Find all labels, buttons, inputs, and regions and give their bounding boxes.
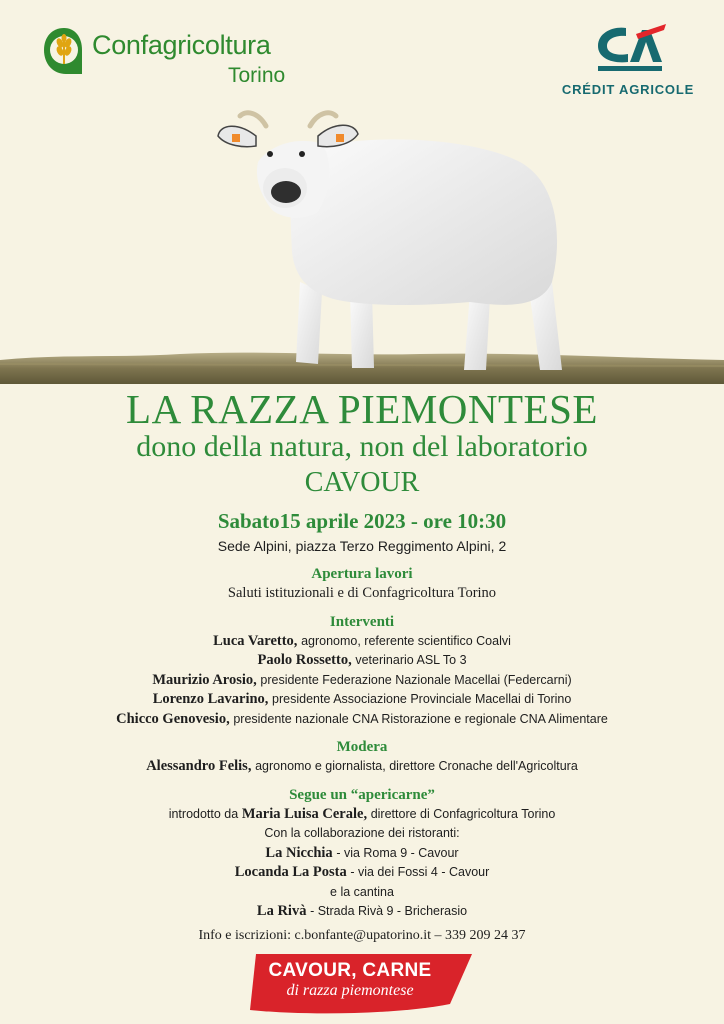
opening-heading: Apertura lavori — [311, 566, 413, 582]
restaurant-address: - via dei Fossi 4 - Cavour — [350, 865, 490, 879]
speaker-name: Lorenzo Lavarino, — [152, 691, 269, 707]
speaker-role: veterinario ASL To 3 — [355, 653, 467, 667]
speaker-row — [0, 651, 724, 671]
credit-agricole-name: CRÉDIT AGRICOLE — [561, 82, 695, 97]
restaurant-row — [0, 844, 724, 864]
moderator-heading: Modera — [336, 739, 388, 755]
cellar-address: - Strada Rivà 9 - Bricherasio — [310, 904, 468, 918]
apericarne-heading: Segue un “apericarne” — [289, 786, 435, 803]
piemontese-cow-image — [0, 92, 724, 384]
info-contacts[interactable]: Info e iscrizioni: c.bonfante@upatorino.it – 339 209 24 37 — [198, 927, 526, 943]
event-subtitle: dono della natura, non del laboratorio — [136, 430, 588, 463]
speaker-role: presidente Federazione Nazionale Macellai (Federcarni) — [260, 672, 572, 687]
restaurant-name: Locanda La Posta — [234, 864, 347, 880]
footer-logo-line2: di razza piemontese — [286, 982, 414, 999]
speaker-row — [0, 632, 724, 652]
moderator-row — [0, 757, 724, 777]
event-content — [0, 386, 724, 945]
speaker-name: Chicco Genovesio, — [116, 710, 230, 727]
speaker-name: Maurizio Arosio, — [152, 671, 257, 688]
event-place: CAVOUR — [304, 467, 420, 498]
opening-text: Saluti istituzionali e di Confagricoltura Torino — [227, 585, 497, 601]
header — [0, 0, 724, 100]
credit-agricole-logo[interactable] — [548, 22, 708, 102]
collab-text: Con la collaborazione dei ristoranti: — [264, 826, 460, 840]
cellar-intro-row — [0, 883, 724, 903]
moderator-name: Alessandro Felis, — [146, 758, 252, 774]
apericarne-intro — [0, 805, 724, 825]
confagricoltura-logo[interactable] — [42, 26, 312, 90]
cellar-intro: e la cantina — [330, 884, 394, 899]
collab-row — [0, 824, 724, 844]
intro-name: Maria Luisa Cerale, — [241, 805, 368, 822]
speaker-name: Luca Varetto, — [213, 632, 298, 649]
speaker-row — [0, 690, 724, 710]
speaker-row — [0, 710, 724, 730]
confagricoltura-city: Torino — [228, 64, 286, 87]
credit-agricole-mark-icon — [592, 22, 668, 74]
event-date: Sabato15 aprile 2023 - ore 10:30 — [217, 509, 507, 533]
cellar-row — [0, 902, 724, 922]
wheat-logo-icon — [42, 26, 86, 78]
restaurant-name: La Nicchia — [265, 844, 333, 861]
speaker-row — [0, 671, 724, 691]
restaurant-row — [0, 863, 724, 883]
speaker-role: presidente Associazione Provinciale Macellai di Torino — [272, 692, 572, 706]
talks-heading: Interventi — [329, 613, 395, 630]
cellar-name: La Rivà — [256, 903, 307, 919]
intro-prefix: introdotto da — [168, 806, 239, 821]
cavour-carne-logo — [250, 954, 472, 1016]
intro-role: direttore di Confagricoltura Torino — [370, 806, 556, 821]
speaker-name: Paolo Rossetto, — [257, 652, 352, 668]
confagricoltura-name: Confagricoltura — [92, 30, 271, 60]
event-title: LA RAZZA PIEMONTESE — [126, 386, 598, 432]
speaker-role: presidente nazionale CNA Ristorazione e regionale CNA Alimentare — [233, 711, 608, 726]
moderator-role: agronomo e giornalista, direttore Cronache dell'Agricoltura — [255, 759, 578, 773]
restaurant-address: - via Roma 9 - Cavour — [336, 845, 459, 860]
event-venue: Sede Alpini, piazza Terzo Reggimento Alpini, 2 — [217, 538, 507, 554]
speaker-role: agronomo, referente scientifico Coalvi — [301, 633, 511, 648]
footer-logo-line1: CAVOUR, CARNE — [268, 960, 432, 981]
